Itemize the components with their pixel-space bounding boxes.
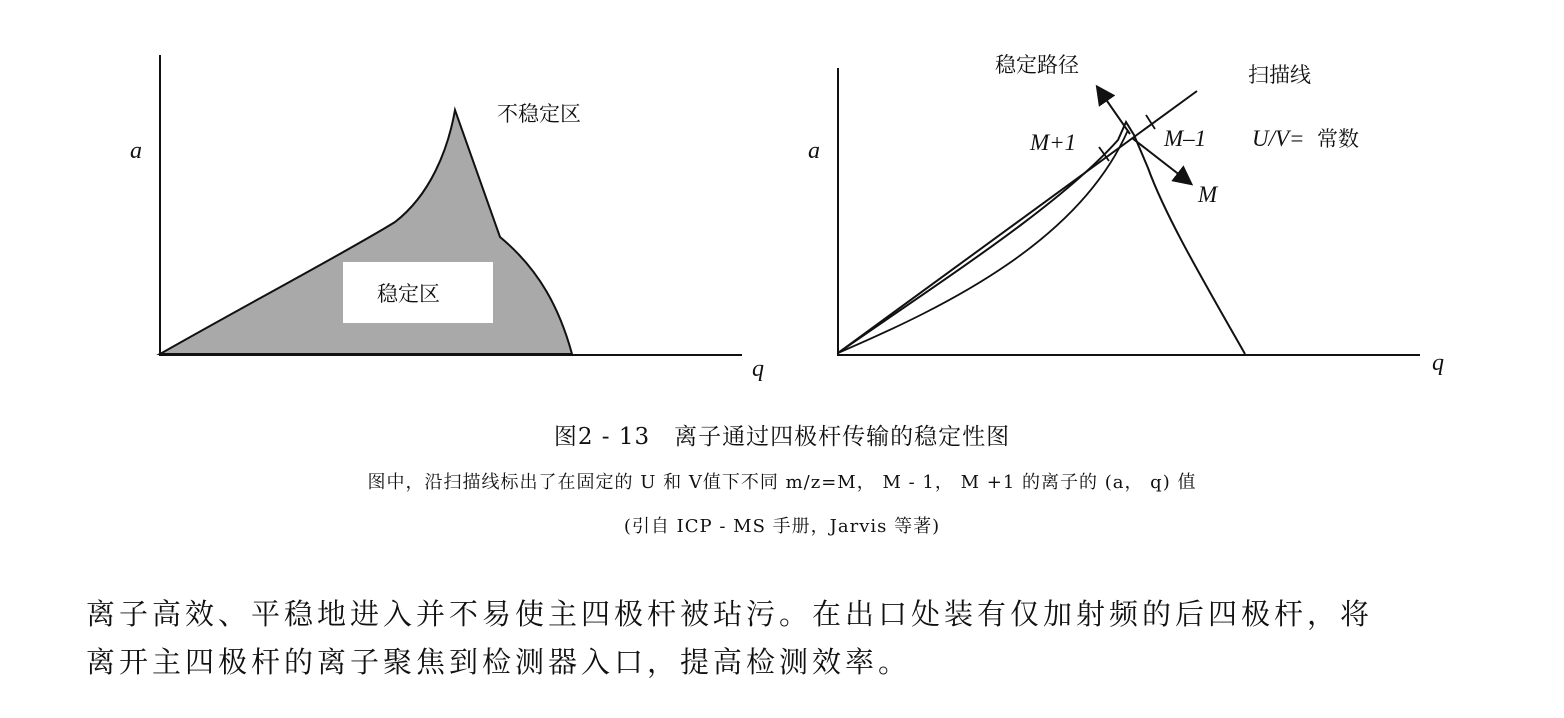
right-x-axis-label: q — [1432, 350, 1444, 376]
right-stability-panel — [808, 53, 1444, 376]
body-paragraph — [86, 590, 1496, 686]
figure-caption-description: 图中，沿扫描线标出了在固定的 U 和 V值下不同 m/z=M， M - 1， M +1 的离子的 (a， q) 值 — [367, 472, 1197, 493]
figure-caption-title: 图2 - 13 离子通过四极杆传输的稳定性图 — [553, 424, 1011, 450]
left-stability-panel — [130, 55, 764, 382]
constant-label: 常数 — [1317, 127, 1359, 151]
m-plus-1-label: M+1 — [1030, 130, 1077, 155]
figure-caption-source: (引自 ICP - MS 手册，Jarvis 等著) — [623, 516, 941, 537]
left-x-axis-label: q — [752, 356, 764, 382]
body-line-2: 离开主四极杆的离子聚焦到检测器入口，提高检测效率。 — [86, 645, 912, 679]
body-line-1: 离子高效、平稳地进入并不易使主四极杆被玷污。在出口处装有仅加射频的后四极杆，将 — [86, 597, 1374, 631]
stable-path-arrow — [1098, 88, 1130, 134]
stable-region-label: 稳定区 — [377, 282, 440, 306]
stability-boundary-lower — [838, 130, 1128, 353]
unstable-region-label: 不稳定区 — [497, 102, 581, 126]
stable-path-label: 稳定路径 — [995, 53, 1079, 77]
m-label: M — [1198, 182, 1218, 207]
uv-label: U/V= — [1252, 126, 1305, 151]
right-y-axis-label: a — [808, 138, 820, 164]
scan-line-label: 扫描线 — [1248, 63, 1311, 87]
scan-line — [838, 91, 1197, 353]
left-y-axis-label: a — [130, 138, 142, 164]
m-minus-1-label: M–1 — [1164, 126, 1207, 151]
